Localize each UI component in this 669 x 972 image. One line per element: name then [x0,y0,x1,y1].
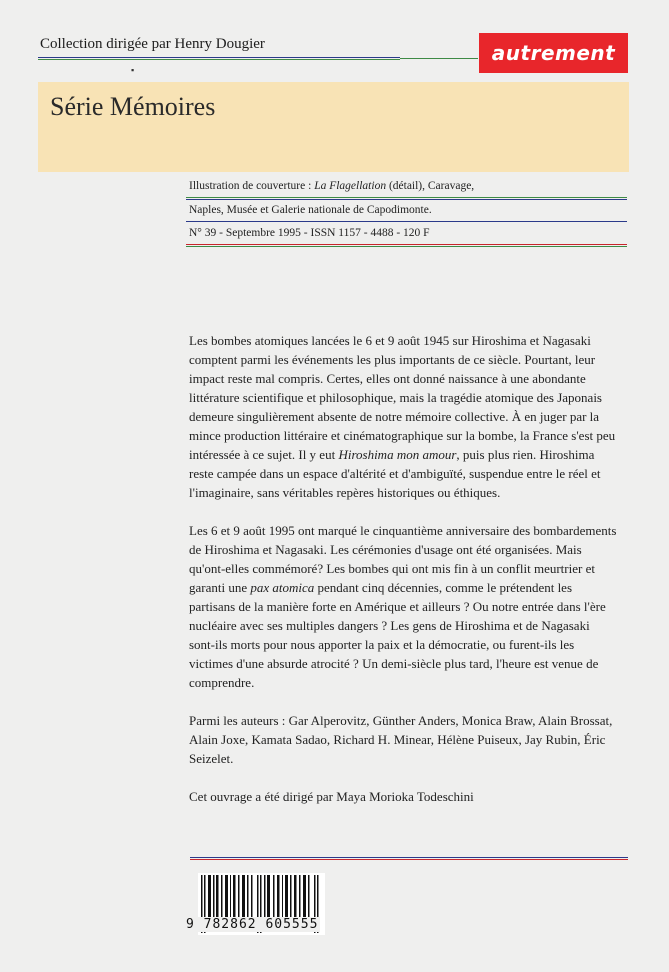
divider [190,859,628,860]
divider [186,221,627,222]
pax-atomica: pax atomica [250,580,315,595]
cover-title: La Flagellation [314,180,387,192]
series-title: Série Mémoires [50,92,216,121]
paragraph-1-end: , puis plus rien. Hiroshima reste campée dans un espace d'altérité et d'ambiguïté, suspendue entre le réel et l'imaginaire, sans véritables repères historiques ou éthiques. [189,447,601,500]
divider [186,244,627,245]
paragraph-1 [189,331,617,502]
divider [186,246,627,247]
divider [186,197,627,198]
paragraph-2-end: pendant cinq décennies, comme le prétendent les partisans de la manière forte en Amérique et ailleurs ? Ou notre entrée dans l'ère nucléaire avec ses multiples dangers ? Les gens de Hiroshima et de Nagasaki sont-ils morts pour nous apporter la paix et la démocratie, ou furent-ils les victimes d'une absurde atrocité ? Un demi-siècle plus tard, l'heure est venue de comprendre. [189,580,606,690]
paragraph-2-text: Les 6 et 9 août 1995 ont marqué le cinquantième anniversaire des bombardements de Hiroshima et Nagasaki. Les cérémonies d'usage ont été organisées. Mais qu'ont-elles commémoré? Les bombes qui ont mis fin à un conflit meurtrier et garanti une [189,523,617,595]
paragraph-2 [189,521,617,692]
cover-prefix: Illustration de couverture : [189,180,312,192]
publisher-logo: autrement [479,33,628,73]
description [189,331,617,806]
editor-credit: Cet ouvrage a été dirigé par Maya Morioka Todeschini [189,789,474,804]
divider [38,59,400,60]
isbn-number: 9 782862 605555 [186,917,319,932]
divider [190,857,628,858]
issue-info: N° 39 - Septembre 1995 - ISSN 1157 - 4488 - 120 F [189,227,430,239]
cover-suffix: (détail), Caravage, [388,180,475,192]
decorative-mark: ▪ [131,65,135,75]
divider [186,199,627,200]
film-title: Hiroshima mon amour [338,447,457,462]
divider [400,58,478,59]
museum-location: Naples, Musée et Galerie nationale de Capodimonte. [189,204,432,216]
collection-credit: Collection dirigée par Henry Dougier [40,36,265,52]
paragraph-1-text: Les bombes atomiques lancées le 6 et 9 août 1945 sur Hiroshima et Nagasaki comptent parmi les événements les plus importants de ce siècle. Pourtant, leur impact reste mal compris. Certes, elles ont donné naissance à une abondante littérature scientifique et philosophique, mais la tragédie atomique des Japonais demeure singulièrement absente de notre mémoire collective. À en juger par la mince production littéraire et cinématographique sur la bombe, la France s'est peu intéressée à ce sujet. Il y eut [189,333,616,462]
authors-list: Parmi les auteurs : Gar Alperovitz, Günther Anders, Monica Braw, Alain Brossat, Alain Joxe, Kamata Sadao, Richard H. Minear, Hélène Puiseux, Jay Rubin, Éric Seizelet. [189,713,613,766]
cover-illustration-credit [189,180,474,192]
divider [38,57,400,58]
